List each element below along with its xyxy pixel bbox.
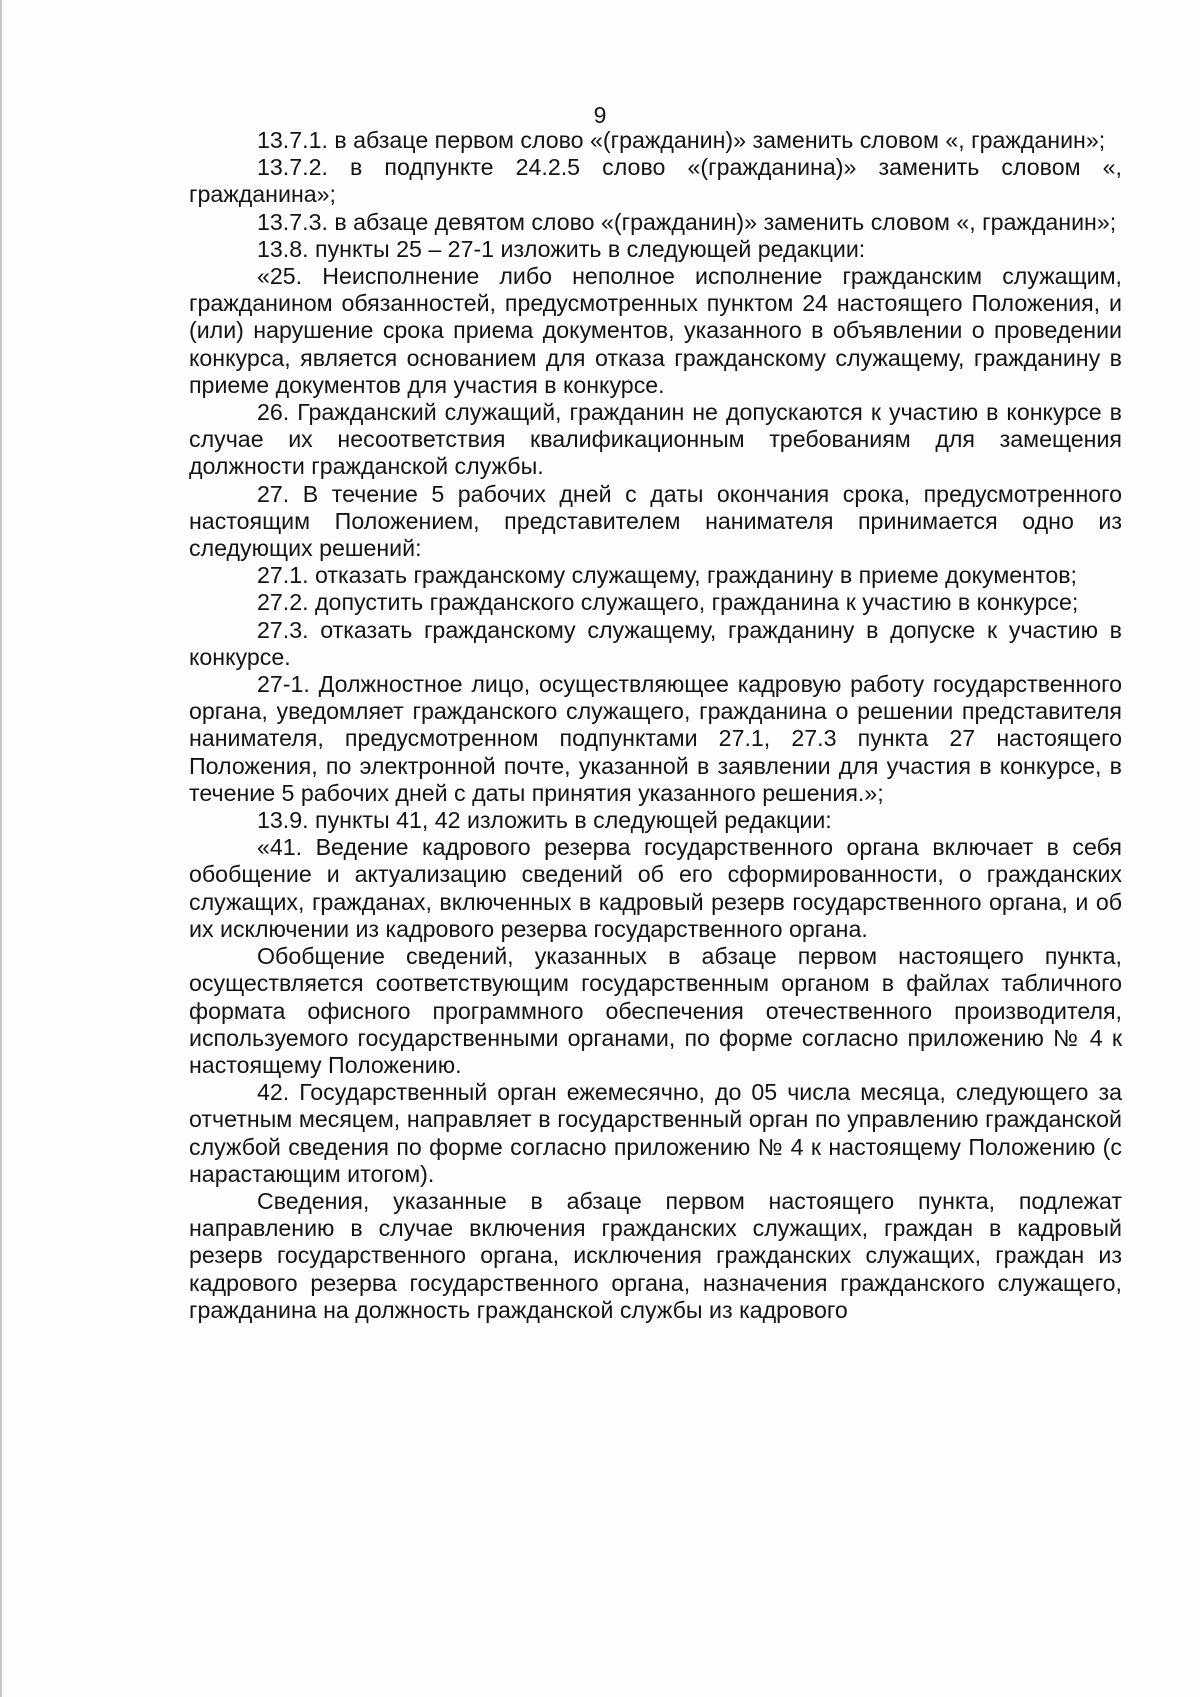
paragraph-27: 27. В течение 5 рабочих дней с даты окончания срока, предусмотренного настоящим Положением, представителем нанимателя принимается одно из следующих решений: xyxy=(189,480,1122,562)
paragraph-27-2: 27.2. допустить гражданского служащего, гражданина к участию в конкурсе; xyxy=(257,589,1079,616)
paragraph-27-dash-1: 27-1. Должностное лицо, осуществляющее кадровую работу государственного органа, уведомляет гражданского служащего, гражданина о решении представителя нанимателя, предусмотренном подпунктами 27.1, 27.3 пункта 27 настоящего Положения, по электронной почте, указанной в заявлении для участия в конкурсе, в течение 5 рабочих дней с даты принятия указанного решения.»; xyxy=(189,671,1122,806)
paragraph-27-3: 27.3. отказать гражданскому служащему, гражданину в допуске к участию в конкурсе. xyxy=(189,616,1122,670)
paragraph-27-1: 27.1. отказать гражданскому служащему, гражданину в приеме документов; xyxy=(257,562,1077,589)
paragraph-13-7-2: 13.7.2. в подпункте 24.2.5 слово «(гражданина)» заменить словом «, гражданина»; xyxy=(189,154,1122,208)
paragraph-41: «41. Ведение кадрового резерва государственного органа включает в себя обобщение и актуализацию сведений об его сформированности, о гражданских служащих, гражданах, включенных в кадровый резерв государственного органа, и об их исключении из кадрового резерва государственного органа. xyxy=(189,834,1122,942)
document-body xyxy=(189,127,1122,1324)
paragraph-13-9: 13.9. пункты 41, 42 изложить в следующей редакции: xyxy=(257,807,832,834)
page-number: 9 xyxy=(593,102,607,128)
paragraph-42-details: Сведения, указанные в абзаце первом настоящего пункта, подлежат направлению в случае включения гражданских служащих, граждан в кадровый резерв государственного органа, исключения гражданских служащих, граждан из кадрового резерва государственного органа, назначения гражданского служащего, гражданина на должность гражданской службы из кадрового xyxy=(189,1187,1122,1323)
page-left-edge xyxy=(0,0,2,1697)
paragraph-41-summary: Обобщение сведений, указанных в абзаце первом настоящего пункта, осуществляется соответствующим государственным органом в файлах табличного формата офисного программного обеспечения отечественного производителя, используемого государственными органами, по форме согласно приложению № 4 к настоящему Положению. xyxy=(189,943,1122,1078)
paragraph-25: «25. Неисполнение либо неполное исполнение гражданским служащим, гражданином обязанностей, предусмотренных пунктом 24 настоящего Положения, и (или) нарушение срока приема документов, указанного в объявлении о проведении конкурса, является основанием для отказа гражданскому служащему, гражданину в приеме документов для участия в конкурсе. xyxy=(189,263,1122,398)
paragraph-13-7-1: 13.7.1. в абзаце первом слово «(гражданин)» заменить словом «, гражданин»; xyxy=(257,127,1106,153)
paragraph-42: 42. Государственный орган ежемесячно, до 05 числа месяца, следующего за отчетным месяцем, направляет в государственный орган по управлению гражданской службой сведения по форме согласно приложению № 4 к настоящему Положению (с нарастающим итогом). xyxy=(189,1079,1122,1187)
paragraph-13-8: 13.8. пункты 25 – 27-1 изложить в следующей редакции: xyxy=(257,235,866,262)
paragraph-26: 26. Гражданский служащий, гражданин не допускаются к участию в конкурсе в случае их несоответствия квалификационным требованиям для замещения должности гражданской службы. xyxy=(189,399,1122,480)
paragraph-13-7-3: 13.7.3. в абзаце девятом слово «(гражданин)» заменить словом «, гражданин»; xyxy=(257,208,1117,235)
